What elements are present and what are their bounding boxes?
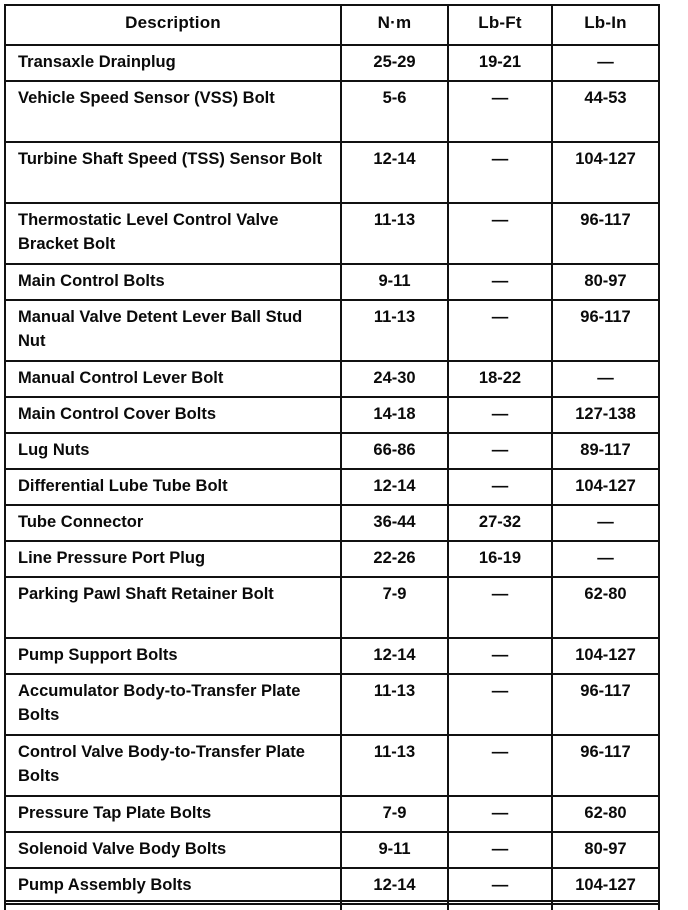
newton-meters-cell: 11-13 — [341, 203, 448, 264]
pound-inches-cell: — — [552, 505, 659, 541]
pound-inches-cell: 96-117 — [552, 300, 659, 361]
newton-meters-cell: 25-29 — [341, 45, 448, 81]
column-divider — [340, 902, 342, 910]
description-cell: Transaxle Drainplug — [5, 45, 341, 81]
description-cell: Main Control Bolts — [5, 264, 341, 300]
pound-feet-cell: 27-32 — [448, 505, 552, 541]
table-row — [5, 264, 659, 300]
newton-meters-cell: 7-9 — [341, 577, 448, 638]
table-row — [5, 541, 659, 577]
pound-feet-cell: — — [448, 300, 552, 361]
column-divider — [658, 902, 660, 910]
column-header-pound-feet: Lb-Ft — [448, 5, 552, 45]
description-cell: Differential Lube Tube Bolt — [5, 469, 341, 505]
pound-inches-cell: 80-97 — [552, 832, 659, 868]
description-cell: Pressure Tap Plate Bolts — [5, 796, 341, 832]
torque-spec-table — [4, 4, 660, 905]
table-row — [5, 832, 659, 868]
newton-meters-cell: 12-14 — [341, 469, 448, 505]
description-cell: Line Pressure Port Plug — [5, 541, 341, 577]
newton-meters-cell: 66-86 — [341, 433, 448, 469]
newton-meters-cell: 14-18 — [341, 397, 448, 433]
table-row — [5, 433, 659, 469]
pound-feet-cell: — — [448, 433, 552, 469]
pound-inches-cell: — — [552, 361, 659, 397]
pound-inches-cell: — — [552, 45, 659, 81]
newton-meters-cell: 12-14 — [341, 868, 448, 904]
table-row — [5, 638, 659, 674]
table-row — [5, 361, 659, 397]
pound-inches-cell: 104-127 — [552, 142, 659, 203]
column-header-newton-meters: N·m — [341, 5, 448, 45]
pound-feet-cell: — — [448, 735, 552, 796]
newton-meters-cell: 12-14 — [341, 638, 448, 674]
column-divider — [551, 902, 553, 910]
newton-meters-cell: 9-11 — [341, 832, 448, 868]
pound-feet-cell: — — [448, 397, 552, 433]
column-header-description: Description — [5, 5, 341, 45]
pound-feet-cell: — — [448, 203, 552, 264]
pound-inches-cell: 104-127 — [552, 868, 659, 904]
description-cell: Thermostatic Level Control Valve Bracket Bolt — [5, 203, 341, 264]
pound-feet-cell: — — [448, 264, 552, 300]
pound-feet-cell: — — [448, 796, 552, 832]
newton-meters-cell: 24-30 — [341, 361, 448, 397]
pound-inches-cell: 62-80 — [552, 577, 659, 638]
newton-meters-cell: 7-9 — [341, 796, 448, 832]
pound-feet-cell: — — [448, 81, 552, 142]
table-row — [5, 796, 659, 832]
table-row — [5, 45, 659, 81]
pound-inches-cell: 96-117 — [552, 674, 659, 735]
pound-feet-cell: 16-19 — [448, 541, 552, 577]
newton-meters-cell: 5-6 — [341, 81, 448, 142]
pound-inches-cell: 80-97 — [552, 264, 659, 300]
pound-inches-cell: 96-117 — [552, 203, 659, 264]
pound-feet-cell: 19-21 — [448, 45, 552, 81]
pound-feet-cell: — — [448, 469, 552, 505]
pound-feet-cell: — — [448, 832, 552, 868]
pound-inches-cell: 44-53 — [552, 81, 659, 142]
description-cell: Accumulator Body-to-Transfer Plate Bolts — [5, 674, 341, 735]
table-row — [5, 81, 659, 142]
table-row — [5, 300, 659, 361]
pound-feet-cell: — — [448, 142, 552, 203]
table-row — [5, 505, 659, 541]
pound-feet-cell: 18-22 — [448, 361, 552, 397]
header-row — [5, 5, 659, 45]
pound-feet-cell: — — [448, 674, 552, 735]
table-row — [5, 469, 659, 505]
pound-inches-cell: 89-117 — [552, 433, 659, 469]
pound-inches-cell: 96-117 — [552, 735, 659, 796]
description-cell: Main Control Cover Bolts — [5, 397, 341, 433]
newton-meters-cell: 11-13 — [341, 674, 448, 735]
pound-feet-cell: — — [448, 868, 552, 904]
table-row — [5, 142, 659, 203]
table-row — [5, 577, 659, 638]
newton-meters-cell: 12-14 — [341, 142, 448, 203]
description-cell: Pump Support Bolts — [5, 638, 341, 674]
table-header — [5, 5, 659, 45]
pound-inches-cell: 127-138 — [552, 397, 659, 433]
table-continuation-row — [4, 900, 658, 910]
pound-inches-cell: 104-127 — [552, 469, 659, 505]
description-cell: Vehicle Speed Sensor (VSS) Bolt — [5, 81, 341, 142]
table-row — [5, 735, 659, 796]
description-cell: Control Valve Body-to-Transfer Plate Bolts — [5, 735, 341, 796]
column-header-pound-inches: Lb-In — [552, 5, 659, 45]
table-body — [5, 45, 659, 904]
pound-inches-cell: — — [552, 541, 659, 577]
description-cell: Lug Nuts — [5, 433, 341, 469]
description-cell: Manual Valve Detent Lever Ball Stud Nut — [5, 300, 341, 361]
description-cell: Manual Control Lever Bolt — [5, 361, 341, 397]
newton-meters-cell: 11-13 — [341, 735, 448, 796]
description-cell: Tube Connector — [5, 505, 341, 541]
pound-inches-cell: 62-80 — [552, 796, 659, 832]
column-divider — [447, 902, 449, 910]
table-row — [5, 674, 659, 735]
description-cell: Pump Assembly Bolts — [5, 868, 341, 904]
pound-feet-cell: — — [448, 638, 552, 674]
pound-feet-cell: — — [448, 577, 552, 638]
pound-inches-cell: 104-127 — [552, 638, 659, 674]
table-row — [5, 868, 659, 904]
description-cell: Parking Pawl Shaft Retainer Bolt — [5, 577, 341, 638]
table-row — [5, 203, 659, 264]
description-cell: Turbine Shaft Speed (TSS) Sensor Bolt — [5, 142, 341, 203]
newton-meters-cell: 22-26 — [341, 541, 448, 577]
table-row — [5, 397, 659, 433]
description-cell: Solenoid Valve Body Bolts — [5, 832, 341, 868]
newton-meters-cell: 9-11 — [341, 264, 448, 300]
newton-meters-cell: 11-13 — [341, 300, 448, 361]
newton-meters-cell: 36-44 — [341, 505, 448, 541]
